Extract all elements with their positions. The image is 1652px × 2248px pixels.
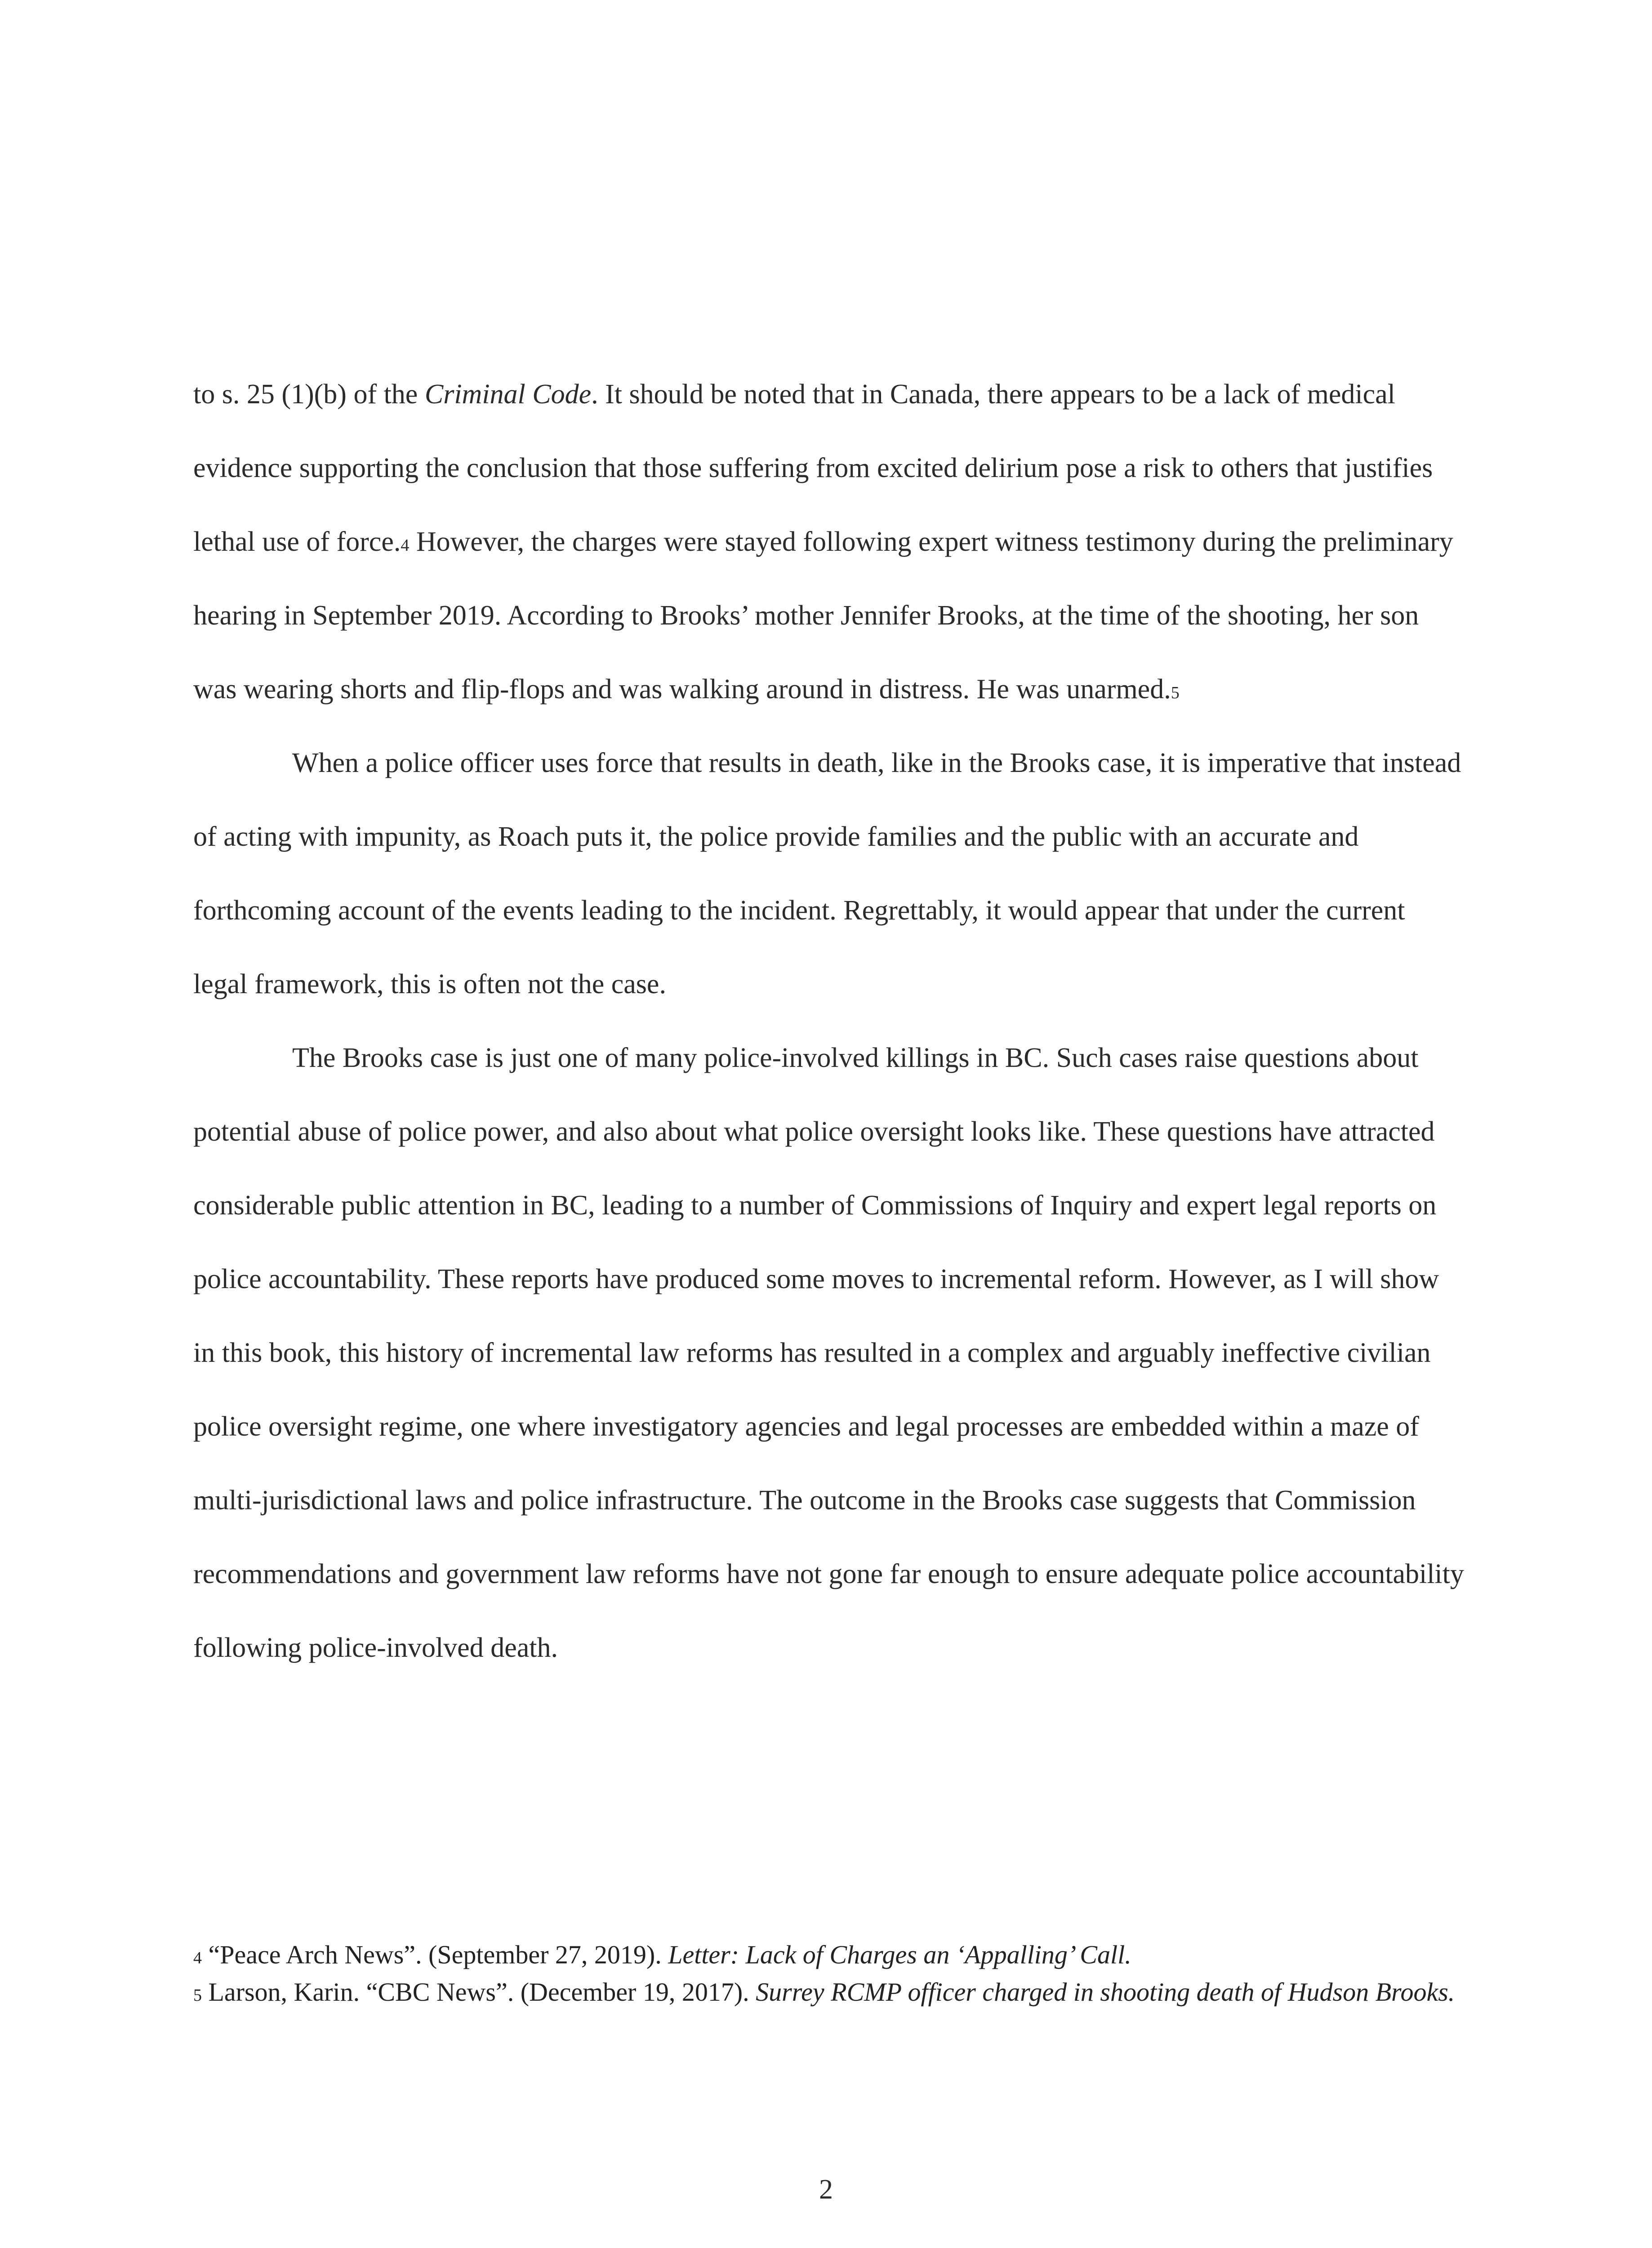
criminal-code-title: Criminal Code (424, 379, 592, 410)
paragraph-3: The Brooks case is just one of many police-involved killings in BC. Such cases raise questions about potential abuse of police power, and also about what police oversight looks like. These questions have attracted considerable public attention in BC, leading to a number of Commissions of Inquiry and expert legal reports on police accountability. These reports have produced some moves to incremental reform. However, as I will show in this book, this history of incremental law reforms has resulted in a complex and arguably ineffective civilian police oversight regime, one where investigatory agencies and legal processes are embedded within a maze of multi-jurisdictional laws and police infrastructure. The outcome in the Brooks case suggests that Commission recommendations and government law reforms have not gone far enough to ensure adequate police accountability following police-involved death. (193, 1043, 1464, 1663)
footnote-4 (193, 1938, 1465, 1975)
body-text (193, 357, 1465, 1685)
page-number: 2 (819, 2174, 833, 2205)
paragraph-1-text-b: . It should be noted that in Canada, there appears to be a lack of medical evidence supporting the conclusion that those suffering from excited delirium pose a risk to others that justifies lethal use of force. (193, 379, 1433, 557)
footnote-5 (193, 1975, 1465, 2012)
footnote-mark: 5 (193, 1986, 202, 2005)
footnote-title: Surrey RCMP officer charged in shooting death of Hudson Brooks. (756, 1977, 1455, 2007)
footnote-text: Larson, Karin. “CBC News”. (December 19, 2017). (202, 1977, 756, 2007)
footnote-mark: 4 (193, 1949, 202, 1967)
paragraph-1-text-c: However, the charges were stayed following expert witness testimony during the preliminary hearing in September 2019. According to Brooks’ mother Jennifer Brooks, at the time of the shooting, her son was wearing shorts and flip-flops and was walking around in distress. He was unarmed. (193, 526, 1453, 705)
paragraph-1-text-a: to s. 25 (1)(b) of the (193, 379, 425, 410)
paragraph-2: When a police officer uses force that results in death, like in the Brooks case, it is imperative that instead of acting with impunity, as Roach puts it, the police provide families and the public with an accurate and forthcoming account of the events leading to the incident. Regrettably, it would appear that under the current legal framework, this is often not the case. (193, 748, 1461, 999)
footnote-ref-5[interactable]: 5 (1171, 683, 1180, 702)
footnote-ref-4[interactable]: 4 (401, 536, 410, 555)
footnote-title: Letter: Lack of Charges an ‘Appalling’ Call. (668, 1940, 1131, 1969)
footnote-text: “Peace Arch News”. (September 27, 2019). (202, 1940, 668, 1969)
footnotes (193, 1938, 1465, 2012)
paragraph-1 (193, 357, 1465, 726)
